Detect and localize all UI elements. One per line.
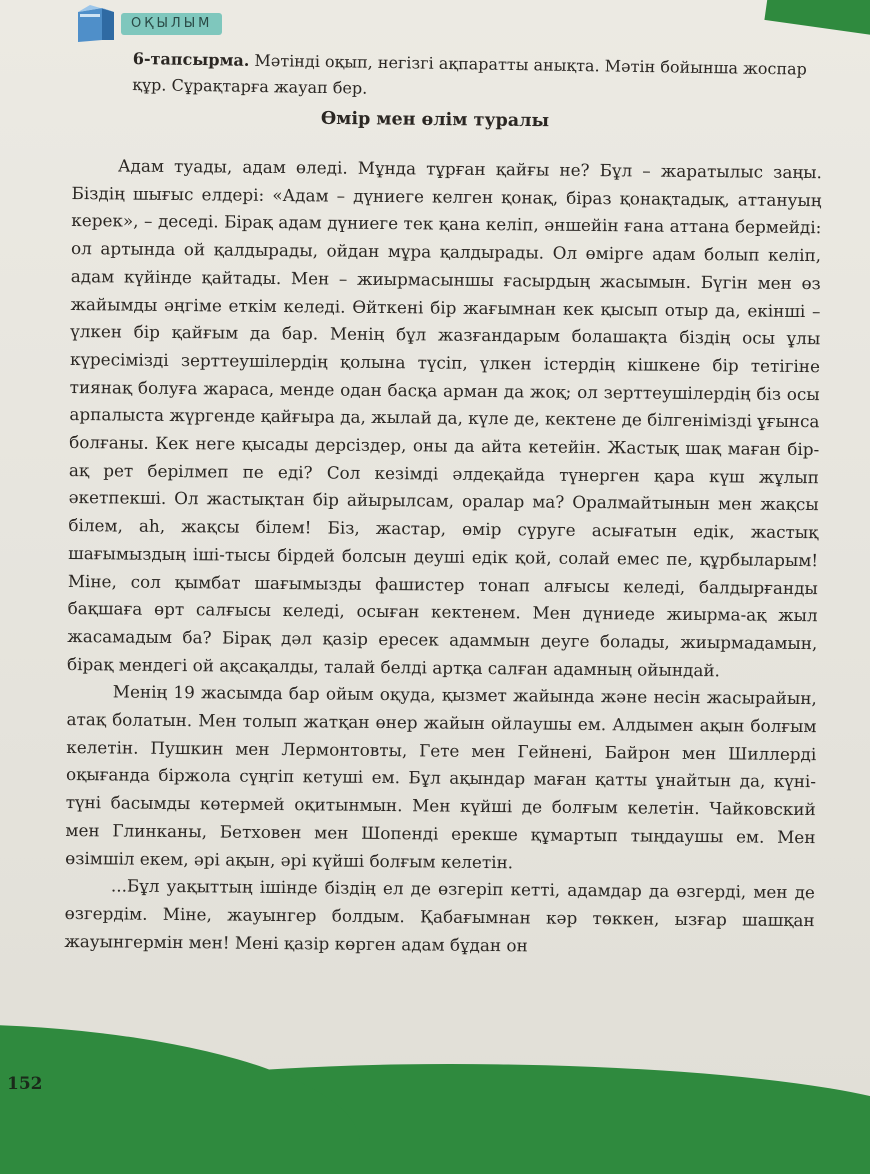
task-instruction [132,46,823,109]
reading-text [64,152,822,963]
paragraph: Менің 19 жасымда бар ойым оқуда, қызмет жайында және несін жасырайын, атақ болатын. Мен толып жатқан өнер жайын ойлаушы ем. Алдымен ақын болғым келетін. Пушкин мен Лермонтовты, Гете мен Гейнені, Байрон мен Шиллерді оқығанда біржола сүңгіп кетуші ем. Бұл ақындар маған қатты ұнайтын да, күні-түні басымды көтермей оқитынмын. Мен күйші де болғым келетін. Чайковский мен Глинканы, Бетховен мен Шопенді ерекше құмартып тыңдаушы ем. Мен өзімшіл екем, әрі ақын, әрі күйші болғым келетін. [65,681,817,872]
task-text: Мәтінді оқып, негізгі ақпаратты анықта. Мәтін бойынша жоспар құр. Сұрақтарға жауап бер. [132,50,808,98]
text-title: Өмір мен өлім туралы [320,108,550,132]
corner-decoration [764,0,870,39]
task-number: 6-тапсырма. [132,48,250,70]
book-icon [76,4,116,42]
paragraph: ...Бұл уақыттың ішінде біздің ел де өзгеріп кетті, адамдар да өзгерді, мен де өзгердім. Міне, жауынгер болдым. Қабағымнан кәр төккен, ызғар шашқан жауынгермін мен! Мені қазір көрген адам бұдан он [64,875,816,956]
section-badge: ОҚЫЛЫМ [121,13,222,35]
paragraph: Адам туады, адам өледі. Мұнда тұрған қайғы не? Бұл – жаратылыс заңы. Біздің шығыс елдері: «Адам – дүниеге келген қонақ, біраз қонақтадық, аттануың керек», – деседі. Бірақ адам дүниеге тек қана келіп, әншейін ғана аттана бермейді: ол артында ой қалдырады, ойдан мұра қалдырады. Ол өмірге адам болып келіп, адам күйінде қайтады. Мен – жиырмасыншы ғасырдың жасымын. Бүгін мен өз жайымды әңгіме еткім келеді. Өйткені бір жағымнан кек қысып отыр да, екінші – үлкен бір қайғым да бар. Менің бұл жазғандарым болашақта біздің осы ұлы күресімізді зерттеушілердің қолына түсіп, үлкен істердің кішкене бір тетігіне тиянақ болуға жараса, менде одан басқа арман да жоқ; ол зерттеушілердің біз осы арпалыста жүргенде қайғыра да, жылай да, күле де, кектене де білгенімізді ұғынса болғаны. Кек неге қысады дерсіздер, оны да айта кетейін. Жастық шақ маған бір-ақ рет берілмеп пе еді? Сол кезімді әлдеқайда түнерген қара күш жұлып әкетпекші. Ол жастықтан бір айырылсам, оралар ма? Оралмайтынын мен жақсы білем, аһ, жақсы білем! Біз, жастар, өмір сүруге асығатын едік, жастық шағымыздың іші-тысы бірдей болсын деуші едік қой, солай емес пе, құрбыларым! Міне, сол қымбат шағымызды фашистер тонап алғысы келеді, балдырғанды бақшаға өрт салғысы келеді, осыған кектенем. Мен дүниеде жиырма-ақ жыл жасамадым ба? Бірақ дәл қазір ересек адаммын деуге болады, жиырмадамын, бірақ мендегі ой ақсақалды, талай белді артқа салған адамның ойындай. [66,155,822,680]
page-number: 152 [7,1074,43,1094]
